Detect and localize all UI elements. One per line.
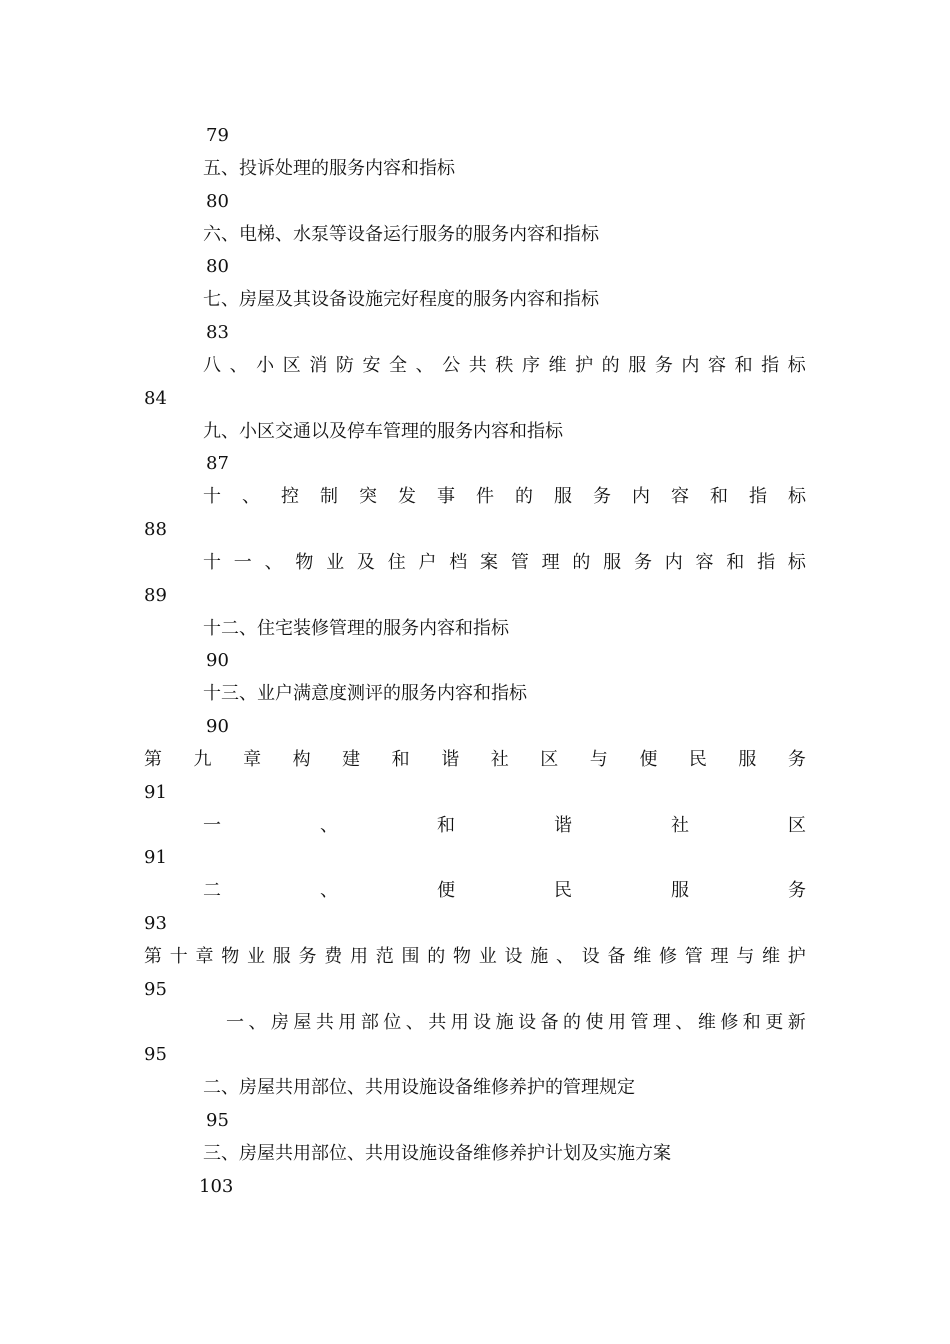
toc-title-char: 管	[684, 946, 703, 967]
toc-entry	[0, 484, 950, 510]
toc-title-char: 业	[326, 552, 345, 573]
toc-entry	[0, 1108, 950, 1134]
toc-entry	[0, 714, 950, 740]
toc-title-char: 施	[530, 946, 549, 967]
toc-entry	[0, 517, 950, 543]
toc-title-char: 修	[720, 1012, 739, 1033]
toc-entry	[0, 977, 950, 1003]
toc-title-char: 公	[442, 355, 461, 376]
toc-title-char: 内	[681, 355, 700, 376]
toc-chapter	[0, 944, 950, 970]
toc-title-char: 备	[540, 1012, 559, 1033]
toc-entry	[0, 254, 950, 280]
toc-title-char: 二	[203, 880, 221, 901]
toc-entry	[0, 1042, 950, 1068]
toc-page-number: 90	[206, 716, 229, 737]
toc-entry	[0, 353, 950, 379]
toc-title-char: 内	[632, 486, 650, 507]
toc-entry	[0, 189, 950, 215]
toc-entry	[0, 648, 950, 674]
toc-title-char: 服	[603, 552, 622, 573]
toc-entry	[0, 550, 950, 576]
toc-title-char: 一	[203, 815, 221, 836]
toc-title-char: 、	[675, 1012, 694, 1033]
toc-title-char: 十	[169, 946, 188, 967]
toc-page-number: 95	[144, 1044, 167, 1065]
toc-title-char: 使	[585, 1012, 604, 1033]
toc-title-char: 务	[654, 355, 673, 376]
toc-title-char: 设	[473, 1012, 492, 1033]
toc-title-char: 物	[453, 946, 471, 967]
toc-title-char: 服	[272, 946, 291, 967]
toc-title-char: 位	[383, 1012, 402, 1033]
toc-title-char: 发	[398, 486, 416, 507]
toc-entry	[0, 1174, 950, 1200]
toc-title-char: 九	[193, 749, 212, 770]
toc-title-char: 一	[226, 1012, 244, 1033]
toc-title-char: 社	[490, 749, 509, 770]
toc-entry	[0, 845, 950, 871]
toc-title-char: 围	[401, 946, 420, 967]
toc-title-char: 务	[298, 946, 317, 967]
toc-page-number: 89	[144, 585, 167, 606]
toc-entry	[0, 451, 950, 477]
toc-title-char: 务	[788, 880, 806, 901]
toc-title-char: 户	[418, 552, 437, 573]
toc-title-char: 谐	[554, 815, 572, 836]
toc-title: 七、房屋及其设备设施完好程度的服务内容和指标	[203, 289, 599, 310]
toc-title-char: 用	[450, 1012, 469, 1033]
toc-title-char: 标	[787, 355, 806, 376]
toc-title-char: 与	[736, 946, 755, 967]
toc-title	[144, 944, 806, 970]
toc-title-char: 章	[195, 946, 214, 967]
toc-title-char: 的	[563, 1012, 582, 1033]
toc-title-char: 和	[742, 1012, 761, 1033]
toc-title: 九、小区交通以及停车管理的服务内容和指标	[203, 421, 563, 442]
toc-title	[203, 813, 806, 839]
toc-title	[203, 878, 806, 904]
toc-title	[203, 550, 806, 576]
toc-title-char: 共	[468, 355, 487, 376]
toc-title-char: 理	[710, 946, 729, 967]
toc-title: 十二、住宅装修管理的服务内容和指标	[203, 618, 509, 639]
toc-title-char: 、	[264, 552, 283, 573]
toc-entry	[0, 1010, 950, 1036]
toc-title-char: 维	[762, 946, 780, 967]
toc-title-char: 秩	[495, 355, 514, 376]
toc-title-char: 费	[324, 946, 343, 967]
toc-entry	[0, 780, 950, 806]
toc-title-char: 八	[203, 355, 221, 376]
toc-title-char: 理	[541, 552, 560, 573]
toc-title-char: 维	[697, 1012, 716, 1033]
toc-entry	[0, 222, 950, 248]
toc-title-char: 、	[320, 815, 338, 836]
toc-title-char: 与	[589, 749, 608, 770]
toc-title-char: 件	[476, 486, 494, 507]
toc-title-char: 管	[510, 552, 529, 573]
toc-title-char: 和	[710, 486, 728, 507]
toc-page-number: 95	[144, 979, 167, 1000]
toc-title-char: 容	[671, 486, 689, 507]
toc-title	[226, 1010, 806, 1036]
toc-entry	[0, 1141, 950, 1167]
toc-title: 五、投诉处理的服务内容和指标	[203, 158, 455, 179]
toc-title-char: 和	[391, 749, 410, 770]
toc-title-char: 建	[342, 749, 361, 770]
toc-title-char: 容	[707, 355, 726, 376]
toc-title-char: 和	[437, 815, 455, 836]
toc-title-char: 标	[788, 486, 806, 507]
toc-title	[203, 484, 806, 510]
toc-title-char: 控	[281, 486, 299, 507]
toc-entry	[0, 386, 950, 412]
toc-title-char: 范	[375, 946, 394, 967]
toc-title: 六、电梯、水泵等设备运行服务的服务内容和指标	[203, 224, 599, 245]
toc-entry	[0, 123, 950, 149]
toc-title-char: 、	[415, 355, 434, 376]
toc-title-char: 区	[788, 815, 806, 836]
toc-title-char: 指	[761, 355, 780, 376]
toc-chapter	[0, 747, 950, 773]
toc-title: 十三、业户满意度测评的服务内容和指标	[203, 683, 527, 704]
toc-title-char: 及	[356, 552, 375, 573]
toc-title-char: 用	[350, 946, 368, 967]
toc-title-char: 房	[270, 1012, 289, 1033]
toc-page-number: 103	[199, 1176, 234, 1197]
toc-title-char: 和	[726, 552, 745, 573]
toc-title-char: 容	[695, 552, 714, 573]
toc-title-char: 第	[144, 946, 162, 967]
toc-title-char: 管	[630, 1012, 649, 1033]
toc-title-char: 、	[248, 1012, 267, 1033]
toc-page-number: 91	[144, 782, 167, 803]
toc-page-number: 95	[206, 1110, 229, 1131]
toc-title-char: 指	[757, 552, 776, 573]
toc-title: 三、房屋共用部位、共用设施设备维修养护计划及实施方案	[203, 1143, 671, 1164]
toc-page-number: 80	[206, 256, 229, 277]
toc-title-char: 服	[554, 486, 572, 507]
toc-title-char: 护	[575, 355, 594, 376]
toc-title-char: 务	[593, 486, 611, 507]
toc-title-char: 设	[504, 946, 523, 967]
toc-page-number: 83	[206, 322, 229, 343]
toc-title-char: 业	[478, 946, 497, 967]
toc-title-char: 共	[428, 1012, 447, 1033]
toc-title-char: 新	[787, 1012, 806, 1033]
toc-title-char: 备	[607, 946, 626, 967]
toc-title-char: 档	[449, 552, 468, 573]
toc-title-char: 民	[554, 880, 572, 901]
toc-title-char: 更	[765, 1012, 784, 1033]
toc-title-char: 内	[664, 552, 683, 573]
toc-title-char: 案	[480, 552, 499, 573]
toc-title-char: 设	[581, 946, 600, 967]
toc-title-char: 设	[518, 1012, 537, 1033]
toc-title-char: 务	[633, 552, 652, 573]
toc-title-char: 序	[521, 355, 540, 376]
toc-title-char: 十	[203, 552, 221, 573]
toc-title-char: 物	[295, 552, 314, 573]
toc-title-char: 部	[360, 1012, 379, 1033]
toc-page-number: 93	[144, 913, 167, 934]
toc-title-char: 务	[787, 749, 806, 770]
toc-page-number: 79	[206, 125, 229, 146]
toc-title-char: 服	[738, 749, 757, 770]
toc-title-char: 制	[320, 486, 338, 507]
toc-title-char: 住	[387, 552, 406, 573]
toc-title-char: 一	[233, 552, 252, 573]
toc-title-char: 的	[515, 486, 533, 507]
toc-title-char: 指	[749, 486, 767, 507]
toc-title-char: 和	[734, 355, 753, 376]
toc-title-char: 标	[787, 552, 806, 573]
toc-page-number: 91	[144, 847, 167, 868]
toc-title-char: 屋	[293, 1012, 312, 1033]
toc-entry	[0, 616, 950, 642]
toc-page-number: 87	[206, 453, 229, 474]
toc-title-char: 服	[671, 880, 689, 901]
toc-title-char: 业	[247, 946, 265, 967]
toc-title-char: 构	[292, 749, 311, 770]
toc-entry	[0, 583, 950, 609]
toc-entry	[0, 156, 950, 182]
toc-entry	[0, 320, 950, 346]
toc-title-char: 区	[540, 749, 559, 770]
toc-entry	[0, 813, 950, 839]
toc-title-char: 消	[309, 355, 328, 376]
toc-title-char: 施	[495, 1012, 514, 1033]
toc-title-char: 民	[688, 749, 707, 770]
toc-title-char: 护	[787, 946, 806, 967]
toc-title-char: 突	[359, 486, 377, 507]
toc-page-number: 84	[144, 388, 167, 409]
toc-title-char: 防	[335, 355, 354, 376]
toc-title-char: 便	[437, 880, 455, 901]
toc-title	[144, 747, 806, 773]
toc-title: 二、房屋共用部位、共用设施设备维修养护的管理规定	[203, 1077, 635, 1098]
toc-title-char: 便	[639, 749, 658, 770]
toc-title-char: 的	[601, 355, 620, 376]
toc-title-char: 物	[221, 946, 240, 967]
toc-title-char: 共	[315, 1012, 334, 1033]
toc-entry	[0, 681, 950, 707]
toc-title-char: 章	[243, 749, 262, 770]
toc-title-char: 的	[427, 946, 446, 967]
toc-entry	[0, 911, 950, 937]
toc-title-char: 维	[633, 946, 652, 967]
toc-title-char: 安	[362, 355, 381, 376]
toc-title-char: 修	[659, 946, 677, 967]
toc-page-number: 88	[144, 519, 167, 540]
toc-title-char: 社	[671, 815, 689, 836]
toc-entry	[0, 287, 950, 313]
toc-page-number: 90	[206, 650, 229, 671]
toc-title-char: 谐	[441, 749, 460, 770]
toc-title-char: 事	[437, 486, 455, 507]
toc-title-char: 、	[405, 1012, 424, 1033]
toc-title	[203, 353, 806, 379]
toc-entry	[0, 1075, 950, 1101]
toc-title-char: 第	[144, 749, 162, 770]
toc-title-char: 、	[242, 486, 260, 507]
toc-page-number: 80	[206, 191, 229, 212]
toc-entry	[0, 878, 950, 904]
toc-title-char: 、	[556, 946, 574, 967]
toc-title-char: 理	[652, 1012, 671, 1033]
toc-title-char: 服	[628, 355, 647, 376]
toc-title-char: 用	[338, 1012, 357, 1033]
toc-title-char: 、	[229, 355, 248, 376]
toc-title-char: 维	[548, 355, 567, 376]
toc-title-char: 全	[389, 355, 408, 376]
toc-title-char: 小	[256, 355, 275, 376]
toc-title-char: 十	[203, 486, 221, 507]
toc-entry	[0, 419, 950, 445]
toc-title-char: 区	[282, 355, 301, 376]
toc-title-char: 、	[320, 880, 338, 901]
toc-title-char: 的	[572, 552, 591, 573]
toc-title-char: 用	[607, 1012, 626, 1033]
